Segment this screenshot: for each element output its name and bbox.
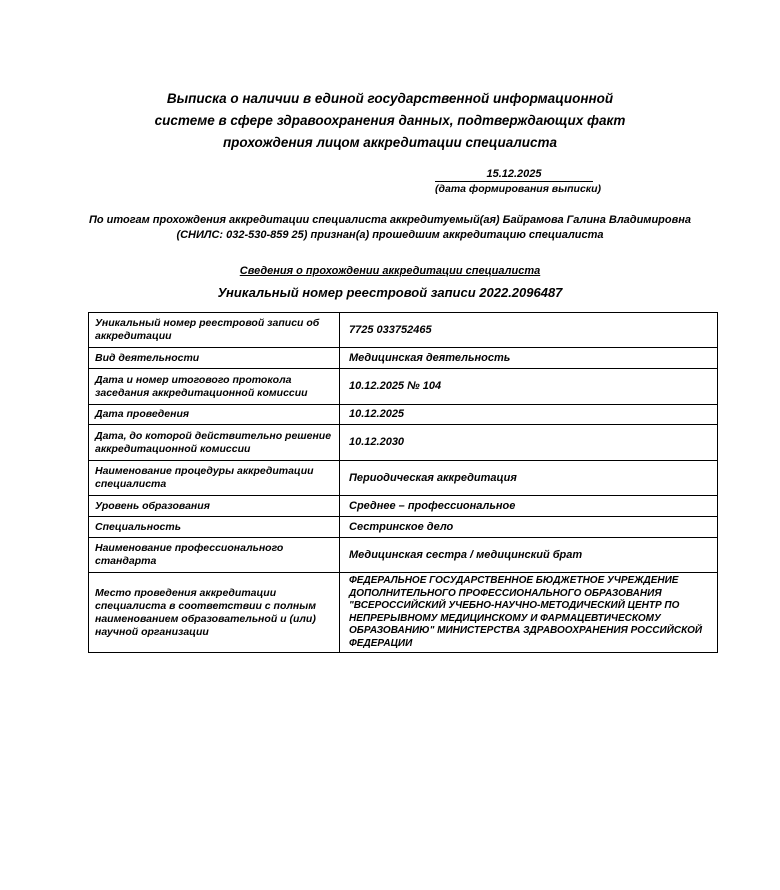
table-row (89, 517, 718, 538)
row-value-cell: 10.12.2030 (340, 425, 718, 461)
accreditation-table (88, 312, 718, 653)
row-value-cell: Сестринское дело (340, 517, 718, 538)
row-label-cell: Специальность (89, 517, 340, 538)
title-line-3: прохождения лицом аккредитации специалиста (222, 135, 558, 150)
issue-date-block (435, 168, 602, 195)
intro-paragraph: По итогам прохождения аккредитации специалиста аккредитуемый(ая) Байрамова Галина Владимировна (СНИЛС: 032-530-859 25) признан(а) прошедшим аккредитацию специалиста (88, 214, 692, 241)
row-value-cell: Среднее – профессиональное (340, 496, 718, 517)
table-row (89, 405, 718, 425)
table-row (89, 348, 718, 369)
title-line-1: Выписка о наличии в единой государственной информационной (166, 91, 614, 106)
section-heading: Сведения о прохождении аккредитации специалиста (239, 265, 541, 277)
row-label-cell: Уникальный номер реестровой записи об аккредитации (89, 313, 340, 348)
issue-date-caption: (дата формирования выписки) (435, 183, 602, 195)
table-row (89, 573, 718, 653)
row-value-cell: ФЕДЕРАЛЬНОЕ ГОСУДАРСТВЕННОЕ БЮДЖЕТНОЕ УЧРЕЖДЕНИЕ ДОПОЛНИТЕЛЬНОГО ПРОФЕССИОНАЛЬНОГО ОБРАЗОВАНИЯ "ВСЕРОССИЙСКИЙ УЧЕБНО-НАУЧНО-МЕТОДИЧЕСКИЙ ЦЕНТР ПО НЕПРЕРЫВНОМУ МЕДИЦИНСКОМУ И ФАРМАЦЕВТИЧЕСКОМУ ОБРАЗОВАНИЮ" МИНИСТЕРСТВА ЗДРАВООХРАНЕНИЯ РОССИЙСКОЙ ФЕДЕРАЦИИ (340, 573, 718, 653)
table-row (89, 461, 718, 496)
issue-date: 15.12.2025 (435, 168, 593, 182)
row-label-cell: Место проведения аккредитации специалиста в соответствии с полным наименованием образовательной и (или) научной организации (89, 573, 340, 653)
row-label-cell: Наименование процедуры аккредитации специалиста (89, 461, 340, 496)
table-row (89, 313, 718, 348)
row-value-cell: Медицинская сестра / медицинский брат (340, 538, 718, 573)
row-label-cell: Уровень образования (89, 496, 340, 517)
row-value-cell: Медицинская деятельность (340, 348, 718, 369)
row-label-cell: Вид деятельности (89, 348, 340, 369)
table-row (89, 369, 718, 405)
row-label-cell: Дата и номер итогового протокола заседания аккредитационной комиссии (89, 369, 340, 405)
row-label-cell: Дата, до которой действительно решение аккредитационной комиссии (89, 425, 340, 461)
row-value-cell: Периодическая аккредитация (340, 461, 718, 496)
title-line-2: системе в сфере здравоохранения данных, подтверждающих факт (154, 113, 626, 128)
row-label-cell: Дата проведения (89, 405, 340, 425)
page-title (0, 0, 780, 154)
row-value-cell: 10.12.2025 (340, 405, 718, 425)
row-value-cell: 10.12.2025 № 104 (340, 369, 718, 405)
table-row (89, 496, 718, 517)
table-row (89, 538, 718, 573)
row-label-cell: Наименование профессионального стандарта (89, 538, 340, 573)
registry-number-heading: Уникальный номер реестровой записи 2022.2096487 (217, 285, 563, 300)
row-value-cell: 7725 033752465 (340, 313, 718, 348)
table-row (89, 425, 718, 461)
